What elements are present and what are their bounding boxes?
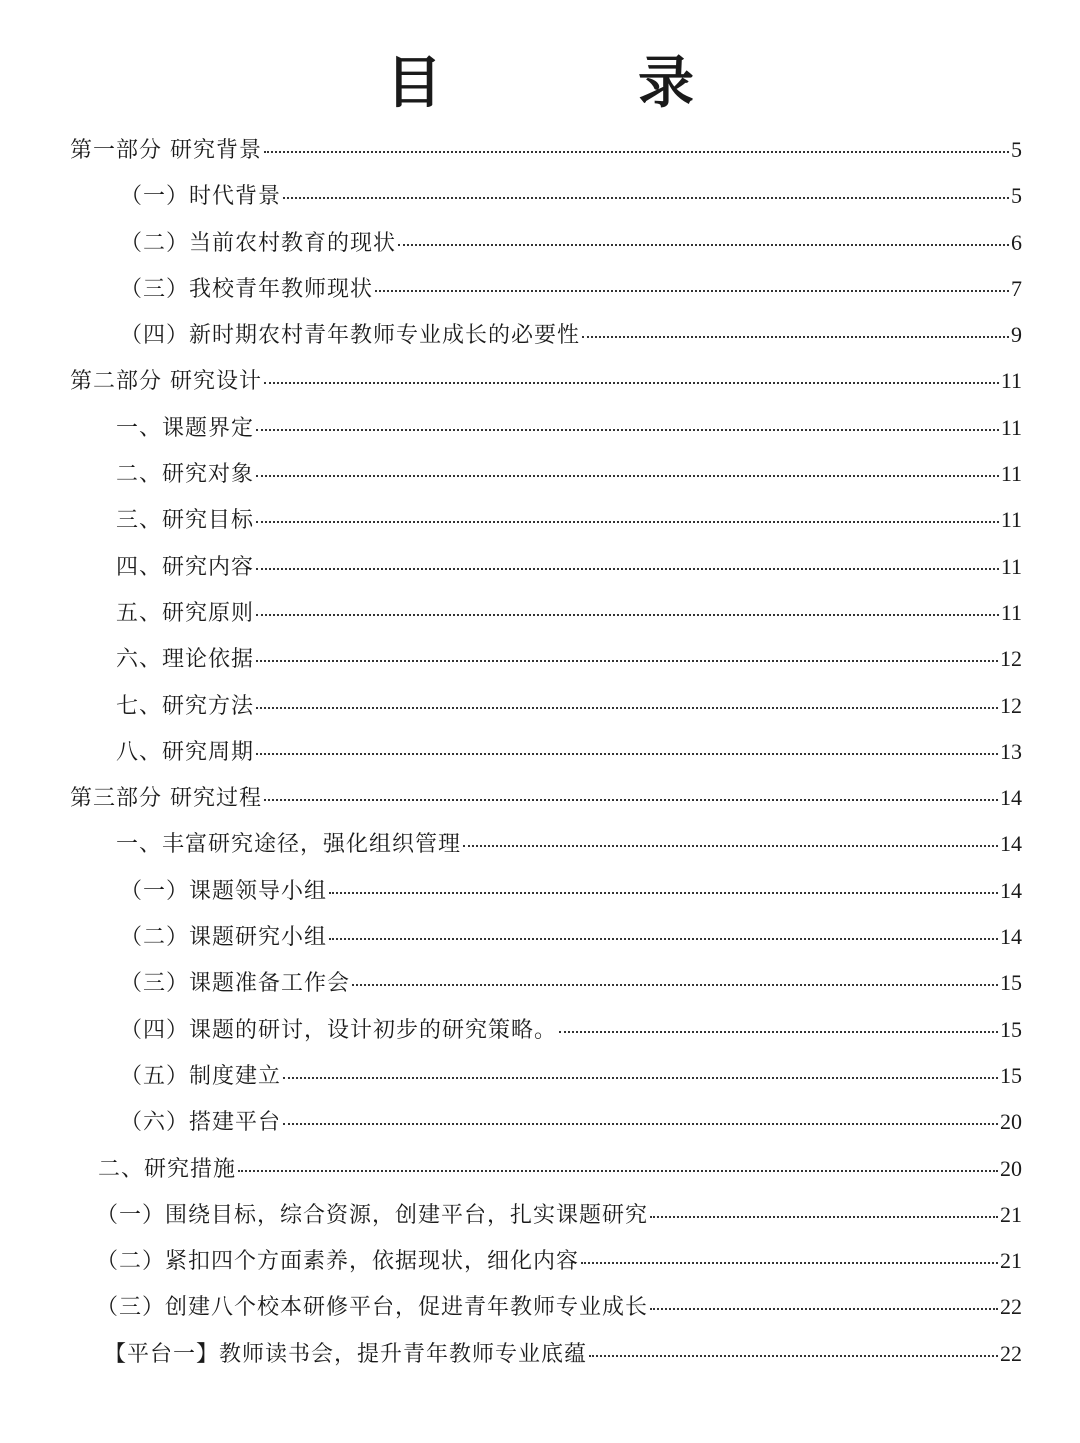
toc-entry-text: 第二部分 研究设计	[70, 369, 262, 395]
toc-page-number: 21	[1000, 1248, 1022, 1274]
toc-entry-text: 四、研究内容	[116, 554, 255, 580]
toc-dot-leader	[463, 844, 998, 847]
toc-dot-leader	[329, 937, 998, 940]
toc-entry-text: 八、研究周期	[116, 739, 255, 765]
toc-page-number: 20	[1000, 1109, 1022, 1135]
toc-entry	[0, 636, 1080, 682]
toc-entry-text: 二、研究对象	[116, 462, 255, 488]
toc-dot-leader	[329, 891, 998, 894]
toc-entry-text: （五）制度建立	[120, 1063, 282, 1089]
toc-page-number: 21	[1000, 1201, 1022, 1227]
toc-dot-leader	[256, 520, 999, 523]
toc-entry	[0, 683, 1080, 729]
toc-entry-text: 三、研究目标	[116, 508, 255, 534]
toc-entry	[0, 1146, 1080, 1192]
toc-entry	[0, 312, 1080, 358]
toc-dot-leader	[283, 1076, 998, 1079]
toc-entry	[0, 497, 1080, 543]
toc-entry-text: 六、理论依据	[116, 647, 255, 673]
toc-page-number: 11	[1000, 414, 1022, 440]
toc-entry	[0, 405, 1080, 451]
toc-dot-leader	[256, 613, 999, 616]
toc-dot-leader	[352, 983, 998, 986]
toc-entry-text: （三）我校青年教师现状	[120, 276, 374, 302]
toc-dot-leader	[256, 428, 999, 431]
toc-entry	[0, 1053, 1080, 1099]
toc-entry	[0, 868, 1080, 914]
toc-page-number: 15	[1000, 1062, 1022, 1088]
toc-page-number: 15	[1000, 970, 1022, 996]
toc-page-number: 14	[1000, 877, 1022, 903]
toc-entry-text: （一）课题领导小组	[120, 878, 328, 904]
toc-entry	[0, 1099, 1080, 1145]
toc-entry	[0, 590, 1080, 636]
toc-page-number: 22	[1000, 1294, 1022, 1320]
toc-page-number: 5	[1011, 137, 1022, 162]
toc-dot-leader	[256, 474, 999, 477]
toc-entry	[0, 1331, 1080, 1377]
toc-page-number: 12	[1000, 692, 1022, 718]
toc-page-number: 7	[1011, 275, 1022, 301]
toc-dot-leader	[256, 706, 998, 709]
toc-page-number: 6	[1011, 229, 1022, 255]
toc-dot-leader	[581, 1261, 998, 1264]
toc-entry	[0, 960, 1080, 1006]
toc-entry-text: 第一部分 研究背景	[70, 138, 262, 163]
toc-dot-leader	[559, 1030, 998, 1033]
toc-page-number: 11	[1000, 599, 1022, 625]
toc-dot-leader	[238, 1169, 998, 1172]
toc-page-number: 14	[1000, 831, 1022, 857]
toc-entry-text: 第三部分 研究过程	[70, 786, 262, 812]
toc-entry-text: 五、研究原则	[116, 600, 255, 626]
toc-entry-text: （六）搭建平台	[120, 1110, 282, 1136]
toc-entry	[0, 1238, 1080, 1284]
toc-entry	[0, 220, 1080, 266]
toc-dot-leader	[264, 150, 1009, 153]
toc-entry-text: 二、研究措施	[98, 1156, 237, 1182]
toc-entry	[0, 1284, 1080, 1330]
toc-page-number: 11	[1000, 553, 1022, 579]
toc-entry-text: （四）新时期农村青年教师专业成长的必要性	[120, 323, 581, 349]
toc-dot-leader	[582, 335, 1009, 338]
toc-dot-leader	[283, 196, 1009, 199]
toc-entry	[0, 729, 1080, 775]
toc-entry-text: （二）当前农村教育的现状	[120, 230, 397, 256]
toc-entry-text: （一）时代背景	[120, 184, 282, 210]
toc-entry	[0, 914, 1080, 960]
toc-entry	[0, 1007, 1080, 1053]
toc-page-number: 12	[1000, 646, 1022, 672]
toc-page-number: 13	[1000, 738, 1022, 764]
toc-entry	[0, 451, 1080, 497]
toc-page-number: 11	[1000, 461, 1022, 487]
toc-entry-text: （四）课题的研讨，设计初步的研究策略。	[120, 1017, 558, 1043]
toc-page-number: 11	[1000, 368, 1022, 394]
toc-dot-leader	[650, 1307, 998, 1310]
toc-dot-leader	[650, 1215, 998, 1218]
toc-page-number: 9	[1011, 322, 1022, 348]
toc-page-number: 22	[1000, 1340, 1022, 1366]
toc-dot-leader	[283, 1122, 998, 1125]
toc-page-number: 15	[1000, 1016, 1022, 1042]
toc-dot-leader	[256, 659, 998, 662]
toc-entry	[0, 544, 1080, 590]
toc-entry	[0, 358, 1080, 404]
toc-dot-leader	[398, 243, 1009, 246]
toc-dot-leader	[256, 752, 998, 755]
toc-entry-text: （一）围绕目标，综合资源，创建平台，扎实课题研究	[96, 1202, 649, 1228]
toc-entry	[0, 775, 1080, 821]
toc-entry	[0, 1192, 1080, 1238]
toc-title: 目 录	[386, 50, 764, 116]
toc-dot-leader	[589, 1354, 998, 1357]
toc-entry	[0, 266, 1080, 312]
toc-dot-leader	[264, 381, 999, 384]
toc-entry-text: 一、课题界定	[116, 415, 255, 441]
toc-entry	[0, 127, 1080, 173]
toc-dot-leader	[375, 289, 1009, 292]
toc-entry	[0, 173, 1080, 219]
toc-page-number: 11	[1000, 507, 1022, 533]
toc-entry-text: 七、研究方法	[116, 693, 255, 719]
toc-dot-leader	[256, 567, 999, 570]
toc-entry-text: （三）创建八个校本研修平台，促进青年教师专业成长	[96, 1295, 649, 1321]
toc-page-number: 14	[1000, 785, 1022, 811]
toc-entry-text: （二）紧扣四个方面素养，依据现状，细化内容	[96, 1249, 580, 1275]
toc-list	[0, 127, 1080, 1377]
toc-dot-leader	[264, 798, 998, 801]
toc-page-number: 14	[1000, 924, 1022, 950]
toc-entry-text: （三）课题准备工作会	[120, 971, 351, 997]
toc-entry-text: 一、丰富研究途径，强化组织管理	[116, 832, 462, 858]
toc-entry-text: 【平台一】教师读书会，提升青年教师专业底蕴	[104, 1341, 588, 1367]
toc-entry-text: （二）课题研究小组	[120, 925, 328, 951]
toc-page-number: 5	[1011, 183, 1022, 209]
toc-entry	[0, 821, 1080, 867]
toc-page-number: 20	[1000, 1155, 1022, 1181]
